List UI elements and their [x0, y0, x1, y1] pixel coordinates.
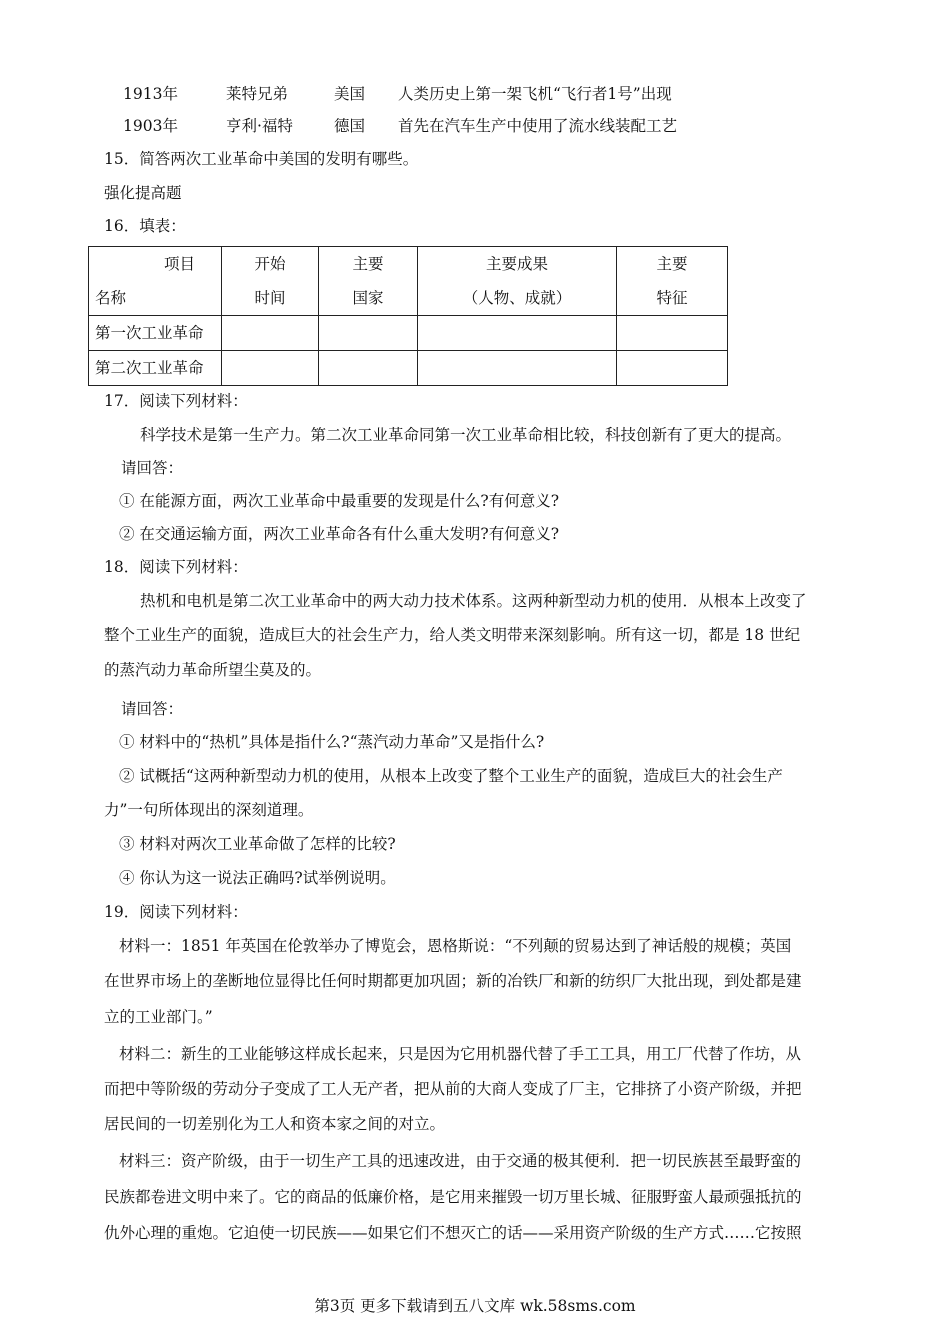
header-text: 时间	[254, 289, 286, 307]
ask-label: 请回答：	[121, 459, 184, 477]
table-cell[interactable]	[617, 316, 728, 351]
question-18: 18．阅读下列材料：	[104, 558, 248, 576]
invention-year: 1913年	[123, 85, 178, 103]
sub-question: ② 在交通运输方面，两次工业革命各有什么重大发明?有何意义?	[119, 525, 560, 543]
sub-question: ① 在能源方面，两次工业革命中最重要的发现是什么?有何意义?	[119, 492, 560, 510]
table-cell[interactable]	[617, 351, 728, 386]
header-cell	[319, 247, 418, 316]
material-text: 仇外心理的重炮。它迫使一切民族——如果它们不想灭亡的话——采用资产阶级的生产方式……它按照	[104, 1224, 802, 1242]
invention-event: 人类历史上第一架飞机“飞行者1号”出现	[398, 85, 672, 103]
table-cell[interactable]	[319, 351, 418, 386]
material-text: 材料一：1851 年英国在伦敦举办了博览会，恩格斯说：“不列颠的贸易达到了神话般的规模；英国	[119, 937, 792, 955]
invention-country: 德国	[334, 117, 366, 135]
sub-question: ③ 材料对两次工业革命做了怎样的比较?	[119, 835, 396, 853]
question-16: 16．填表：	[104, 217, 186, 235]
invention-year: 1903年	[123, 117, 178, 135]
material-text: 在世界市场上的垄断地位显得比任何时期都更加巩固；新的冶铁厂和新的纺织厂大批出现，到处都是建	[104, 972, 802, 990]
header-text: 国家	[352, 289, 384, 307]
header-text: 主要成果	[485, 255, 548, 273]
fill-table	[88, 246, 728, 386]
header-text: 项目	[163, 255, 195, 273]
section-title: 强化提高题	[104, 184, 182, 202]
material-text: 的蒸汽动力革命所望尘莫及的。	[104, 661, 322, 679]
material-text: 民族都卷进文明中来了。它的商品的低廉价格，是它用来摧毁一切万里长城、征服野蛮人最顽强抵抗的	[104, 1188, 802, 1206]
invention-person: 莱特兄弟	[226, 85, 289, 103]
material-text: 材料二：新生的工业能够这样成长起来，只是因为它用机器代替了手工工具，用工厂代替了作坊，从	[119, 1045, 802, 1063]
material-text: 整个工业生产的面貌，造成巨大的社会生产力，给人类文明带来深刻影响。所有这一切，都是 18 世纪	[104, 626, 801, 644]
ask-label: 请回答：	[121, 700, 184, 718]
table-cell[interactable]	[222, 316, 319, 351]
header-cell	[617, 247, 728, 316]
page-footer: 第3页 更多下载请到五八文库 wk.58sms.com	[314, 1297, 636, 1315]
row-label: 第一次工业革命	[89, 316, 222, 351]
header-cell	[89, 247, 222, 316]
header-text: 主要	[656, 255, 688, 273]
table-header-row	[89, 247, 728, 316]
table-cell[interactable]	[418, 316, 617, 351]
sub-question: ② 试概括“这两种新型动力机的使用，从根本上改变了整个工业生产的面貌，造成巨大的社会生产	[119, 767, 783, 785]
sub-question: ④ 你认为这一说法正确吗?试举例说明。	[119, 869, 396, 887]
table-cell[interactable]	[319, 316, 418, 351]
header-text: 名称	[95, 289, 127, 307]
material-text: 热机和电机是第二次工业革命中的两大动力技术体系。这两种新型动力机的使用．从根本上改变了	[140, 592, 807, 610]
question-19: 19．阅读下列材料：	[104, 903, 248, 921]
table-row	[89, 351, 728, 386]
header-text: 特征	[656, 289, 688, 307]
invention-country: 美国	[334, 85, 366, 103]
table-cell[interactable]	[222, 351, 319, 386]
table-row	[89, 316, 728, 351]
header-text: 主要	[352, 255, 384, 273]
question-15: 15．简答两次工业革命中美国的发明有哪些。	[104, 150, 419, 168]
header-text: 开始	[254, 255, 286, 273]
material-text: 居民间的一切差别化为工人和资本家之间的对立。	[104, 1115, 446, 1133]
sub-question: 力”一句所体现出的深刻道理。	[104, 801, 314, 819]
table-cell[interactable]	[418, 351, 617, 386]
material-text: 立的工业部门。”	[104, 1008, 213, 1026]
header-cell	[418, 247, 617, 316]
header-cell	[222, 247, 319, 316]
invention-person: 亨利·福特	[226, 117, 293, 135]
material-text: 而把中等阶级的劳动分子变成了工人无产者，把从前的大商人变成了厂主，它排挤了小资产阶级，并把	[104, 1080, 802, 1098]
header-text: （人物、成就）	[462, 289, 572, 307]
row-label: 第二次工业革命	[89, 351, 222, 386]
question-17: 17．阅读下列材料：	[104, 392, 248, 410]
material-text: 科学技术是第一生产力。第二次工业革命同第一次工业革命相比较，科技创新有了更大的提高。	[140, 426, 792, 444]
sub-question: ① 材料中的“热机”具体是指什么?“蒸汽动力革命”又是指什么?	[119, 733, 545, 751]
invention-event: 首先在汽车生产中使用了流水线装配工艺	[398, 117, 678, 135]
material-text: 材料三：资产阶级，由于一切生产工具的迅速改进，由于交通的极其便利．把一切民族甚至最野蛮的	[119, 1152, 802, 1170]
